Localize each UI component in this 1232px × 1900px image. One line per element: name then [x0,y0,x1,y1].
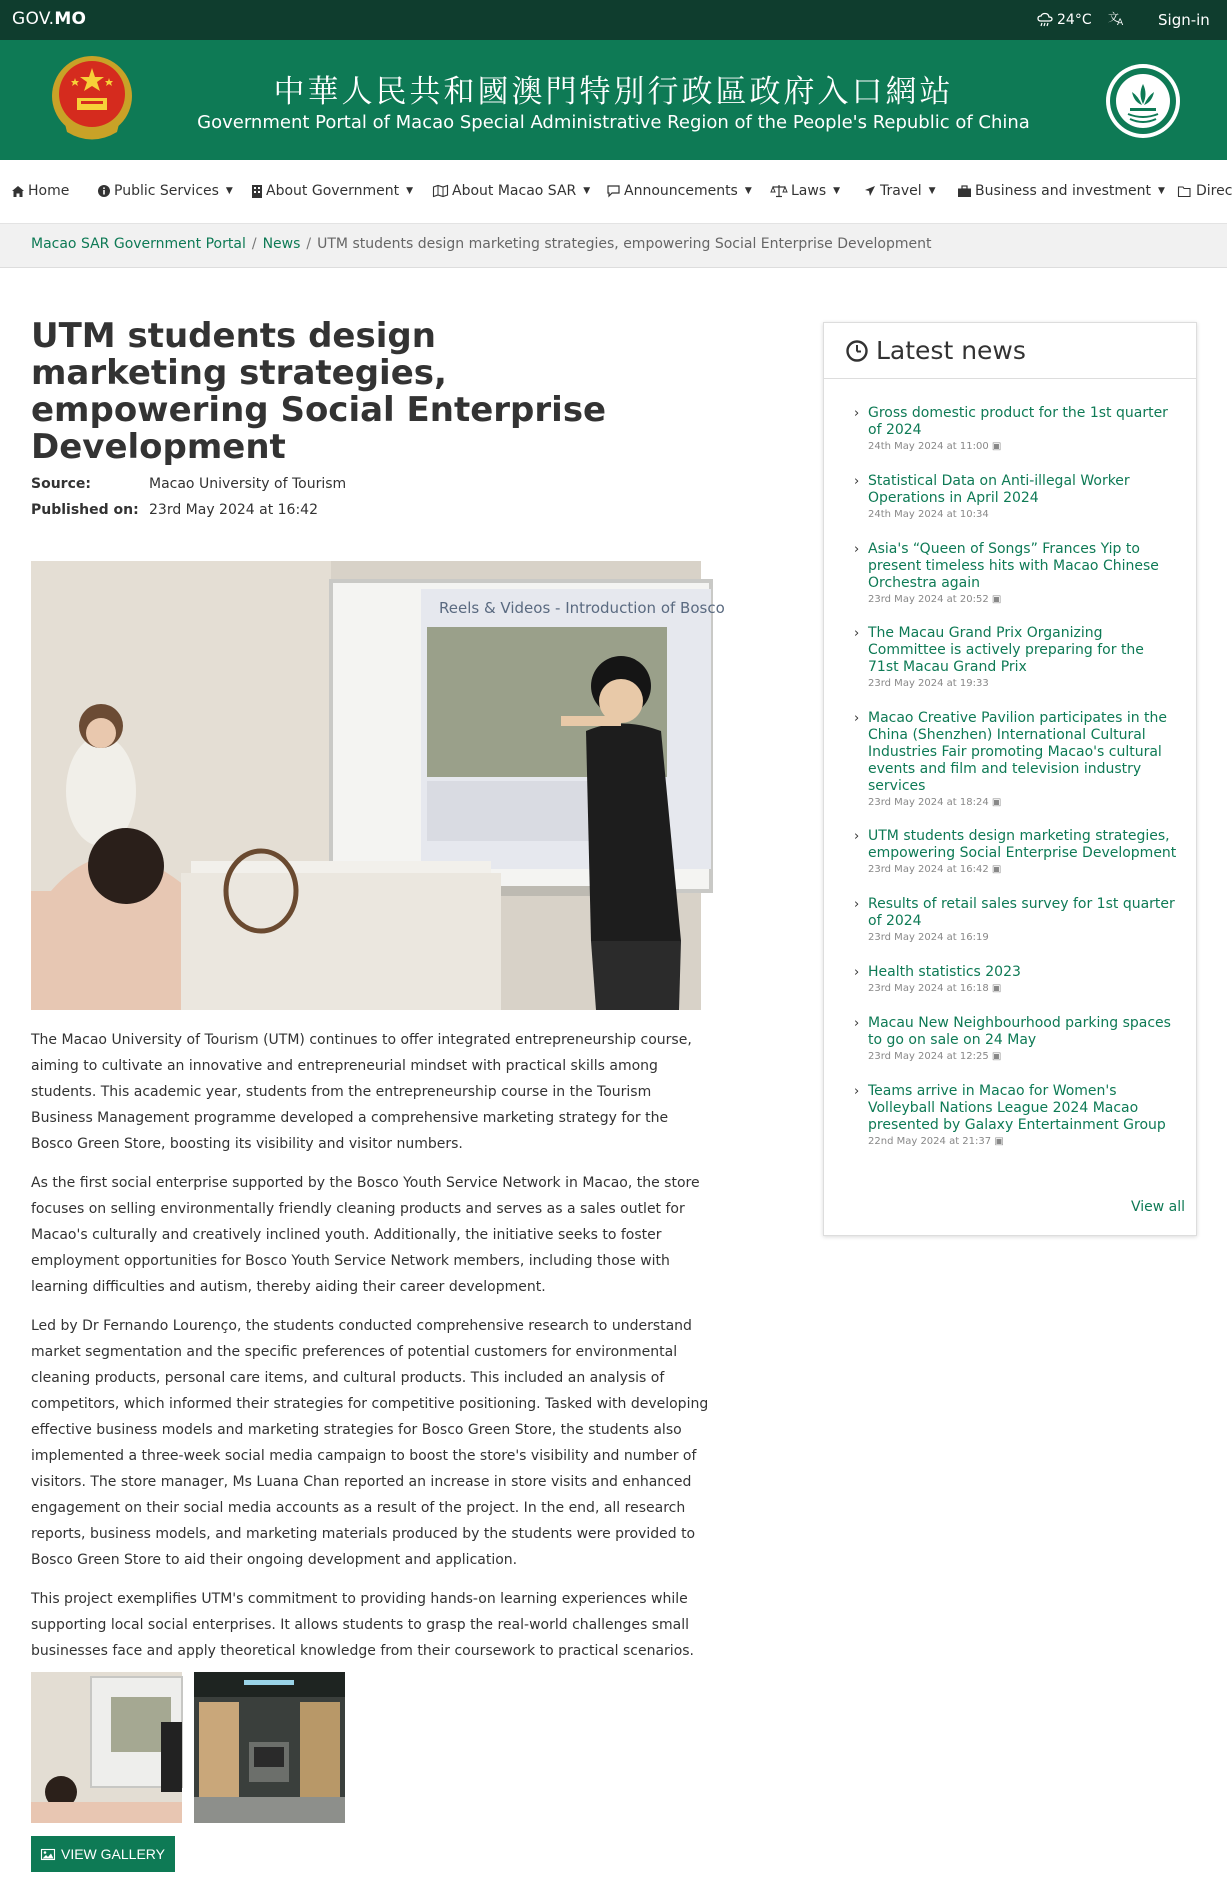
news-date: 24th May 2024 at 11:00 ▣ [868,441,1002,452]
breadcrumb: Macao SAR Government Portal / News / UTM students design marketing strategies, empowering Social Enterprise Development [0,224,1227,268]
nav-home[interactable]: Home [12,183,69,199]
news-title[interactable]: Asia's “Queen of Songs” Frances Yip to present timeless hits with Macao Chinese Orchestra again [868,541,1159,591]
chevron-right-icon: › [854,626,860,641]
nav-business-investment[interactable]: Business and investment ▼ [958,183,1165,199]
sign-in-link[interactable]: Sign-in [1158,11,1210,29]
gallery-thumbnail[interactable] [194,1672,345,1823]
news-title[interactable]: Gross domestic product for the 1st quarter of 2024 [868,405,1168,438]
published-value: 23rd May 2024 at 16:42 [149,502,318,518]
latest-news-panel [823,322,1197,1236]
published-label: Published on: [31,502,139,518]
news-date: 23rd May 2024 at 16:19 [868,932,989,943]
latest-news-header: Latest news [824,323,1196,379]
news-date: 23rd May 2024 at 16:42 ▣ [868,864,1002,875]
balance-scale-icon [771,185,787,197]
article-paragraph: This project exemplifies UTM's commitment to providing hands-on learning experiences while supporting local social enterprises. It allows students to grasp the real-world challenges small businesses face and apply theoretical knowledge from their coursework to practical scenarios. [31,1591,695,1659]
svg-text:文: 文 [1108,11,1119,24]
chevron-right-icon: › [854,897,860,912]
news-date: 23rd May 2024 at 20:52 ▣ [868,594,1002,605]
source-value: Macao University of Tourism [149,476,347,492]
article-meta [31,471,346,523]
cloud-rain-icon [1037,13,1053,27]
nav-laws[interactable]: Laws ▼ [771,183,840,199]
news-date: 23rd May 2024 at 18:24 ▣ [868,797,1002,808]
news-title[interactable]: Teams arrive in Macao for Women's Volleyball Nations League 2024 Macao presented by Galaxy Entertainment Group [868,1083,1166,1133]
news-title[interactable]: Macao Creative Pavilion participates in the China (Shenzhen) International Cultural Industries Fair promoting Macao's cultural events and film and television industry services [868,710,1168,794]
header-banner [0,40,1227,160]
article-paragraph: The Macao University of Tourism (UTM) continues to offer integrated entrepreneurship course, aiming to cultivate an innovative and entrepreneurial mindset with practical skills among students. This academic year, students from the entrepreneurship course in the Tourism Business Management programme developed a comprehensive marketing strategy for the Bosco Green Store, boosting its visibility and visitor numbers. [31,1032,692,1152]
nav-about-government[interactable]: About Government ▼ [252,183,413,199]
breadcrumb-news[interactable]: News [262,236,301,252]
clock-icon [846,340,868,362]
image-icon: ▣ [991,594,1002,605]
article-paragraph: Led by Dr Fernando Lourenço, the students conducted comprehensive research to understand market segmentation and the specific preferences of potential customers for environmental cleaning products, personal care items, and cultural products. This included an analysis of competitors, which informed their strategies for competitive positioning. Tasked with developing effective business models and marketing strategies for Bosco Green Store, the students also implemented a three-week social media campaign to boost the store's visibility and number of visitors. The store manager, Ms Luana Chan reported an increase in store visits and enhanced engagement on their social media accounts as a result of the project. In the end, all research reports, business models, and marketing materials produced by the students were provided to Bosco Green Store to aid their ongoing development and application. [31,1318,709,1568]
temperature: 24°C [1057,12,1092,28]
language-icon[interactable] [1108,10,1126,30]
top-bar [0,0,1227,40]
news-date: 22nd May 2024 at 21:37 ▣ [868,1136,1004,1147]
chevron-right-icon: › [854,542,860,557]
article-title: UTM students design marketing strategies, empowering Social Enterprise Development [31,316,607,467]
map-icon [433,185,448,197]
nav-about-macao-sar[interactable]: About Macao SAR ▼ [433,183,590,199]
news-date: 23rd May 2024 at 19:33 [868,678,989,689]
image-icon: ▣ [991,983,1002,994]
source-label: Source: [31,476,91,492]
chevron-right-icon: › [854,474,860,489]
slide-heading: Reels & Videos - Introduction of Bosco [439,599,725,617]
portal-title-english: Government Portal of Macao Special Administrative Region of the People's Republic of China [197,112,1030,133]
building-icon [252,185,262,198]
gallery-thumbnails [31,1672,345,1823]
chevron-right-icon: › [854,406,860,421]
news-title[interactable]: UTM students design marketing strategies, empowering Social Enterprise Development [868,828,1177,861]
portal-title-chinese: 中華人民共和國澳門特別行政區政府入口網站 [273,74,954,110]
article-paragraph: As the first social enterprise supported by the Bosco Youth Service Network in Macao, the store focuses on selling environmentally friendly cleaning products and serves as a sales outlet for Macao's culturally and creatively inclined youth. Additionally, the initiative seeks to foster employment opportunities for Bosco Youth Service Network members, including those with learning difficulties and autism, thereby aiding their career development. [31,1175,700,1295]
nav-public-services[interactable]: Public Services ▼ [98,183,233,199]
news-title[interactable]: Health statistics 2023 [868,964,1021,980]
folder-open-icon [1178,186,1192,197]
breadcrumb-current: UTM students design marketing strategies, empowering Social Enterprise Development [317,236,932,252]
chevron-right-icon: › [854,1016,860,1031]
comment-icon [607,185,620,197]
weather-widget[interactable] [1037,12,1092,28]
chevron-right-icon: › [854,965,860,980]
plane-icon [864,185,876,197]
chevron-right-icon: › [854,829,860,844]
chevron-right-icon: › [854,1084,860,1099]
nav-directory[interactable]: Direc [1178,183,1232,199]
view-gallery-button[interactable]: VIEW GALLERY [31,1836,175,1872]
breadcrumb-home[interactable]: Macao SAR Government Portal [31,236,246,252]
news-title[interactable]: Statistical Data on Anti-illegal Worker Operations in April 2024 [868,473,1130,506]
news-date: 23rd May 2024 at 16:18 ▣ [868,983,1002,994]
image-icon: ▣ [991,864,1002,875]
view-all-link[interactable]: View all [1131,1199,1186,1215]
macao-emblem-icon[interactable] [1104,62,1182,140]
news-title[interactable]: Macau New Neighbourhood parking spaces to go on sale on 24 May [868,1015,1171,1048]
image-icon [41,1849,55,1860]
home-icon [12,186,24,197]
info-circle-icon [98,185,110,197]
news-title[interactable]: Results of retail sales survey for 1st quarter of 2024 [868,896,1175,929]
image-icon: ▣ [991,1051,1002,1062]
svg-text:A: A [1117,18,1124,28]
chevron-right-icon: › [854,711,860,726]
main-navigation [0,160,1232,224]
briefcase-icon [958,186,971,197]
image-icon: ▣ [994,1136,1004,1147]
nav-announcements[interactable]: Announcements ▼ [607,183,752,199]
gallery-thumbnail[interactable] [31,1672,182,1823]
news-date: 24th May 2024 at 10:34 [868,509,989,520]
nav-travel[interactable]: Travel ▼ [864,183,936,199]
news-date: 23rd May 2024 at 12:25 ▣ [868,1051,1002,1062]
gov-mo-logo[interactable]: GOV.MO [12,9,87,29]
news-title[interactable]: The Macau Grand Prix Organizing Committee is actively preparing for the 71st Macau Grand Prix [868,625,1144,675]
image-icon: ▣ [991,441,1002,452]
article-hero-image[interactable] [31,561,725,1010]
article-body [31,1027,711,1677]
image-icon: ▣ [991,797,1002,808]
